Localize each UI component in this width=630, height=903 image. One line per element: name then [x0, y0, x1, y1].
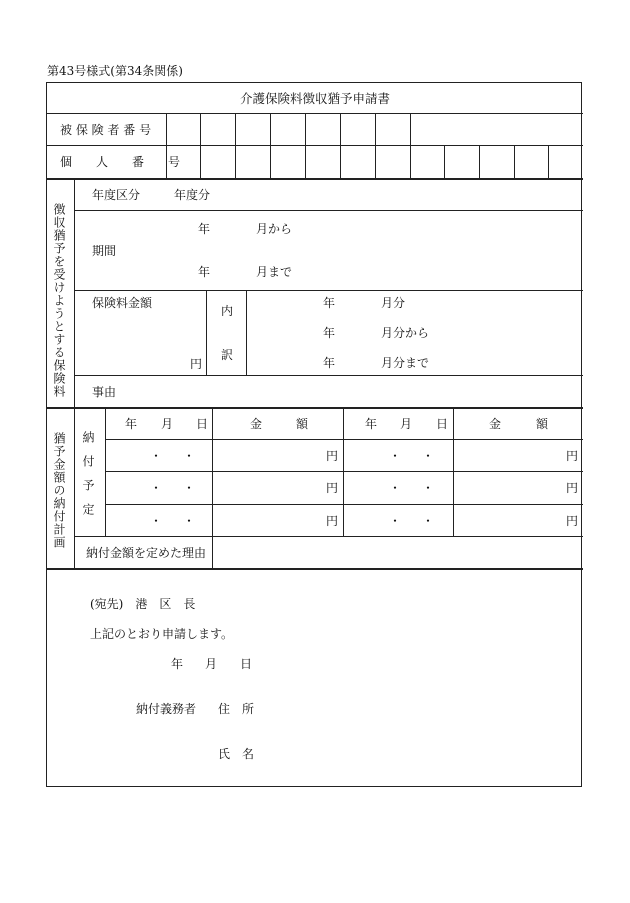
- plan-row-3-dot-c: ・: [389, 514, 402, 528]
- breakdown-row-1-year: 年: [323, 296, 336, 310]
- personal-number-label: 個 人 番 号: [60, 155, 181, 169]
- plan-row-2-dot-d: ・: [422, 481, 435, 495]
- header-day-left: 日: [196, 417, 209, 431]
- premium-amount-label: 保険料金額: [92, 296, 153, 310]
- breakdown-row-1-month: 月分: [381, 296, 406, 310]
- plan-row-1-dot-c: ・: [389, 449, 402, 463]
- fiscal-year-suffix: 年度分: [174, 188, 211, 202]
- form-number: 第43号様式(第34条関係): [47, 64, 183, 78]
- period-label: 期間: [92, 244, 117, 258]
- name-label: 氏 名: [218, 747, 255, 761]
- fiscal-year-label: 年度区分: [92, 188, 141, 202]
- header-month-right: 月: [400, 417, 413, 431]
- obligor-label: 納付義務者: [136, 702, 197, 716]
- header-year-right: 年: [365, 417, 378, 431]
- plan-row-3-dot-d: ・: [422, 514, 435, 528]
- footer-date-day: 日: [240, 657, 253, 671]
- header-amount-b-left: 額: [296, 417, 309, 431]
- payment-reason-label: 納付金額を定めた理由: [86, 546, 207, 560]
- plan-row-2-dot-c: ・: [389, 481, 402, 495]
- plan-row-2-dot-a: ・: [150, 481, 163, 495]
- plan-row-2-yen-left: 円: [326, 481, 339, 495]
- header-amount-a-right: 金: [489, 417, 502, 431]
- plan-row-1-dot-a: ・: [150, 449, 163, 463]
- insured-number-label: 被 保 険 者 番 号: [60, 123, 152, 137]
- personal-number-input[interactable]: [167, 146, 582, 178]
- footer-date-year: 年: [171, 657, 184, 671]
- section-premium-label: 徴収猶予を受けようとする保険料: [52, 203, 66, 398]
- payment-schedule-label: 納付予定: [81, 431, 95, 527]
- period-to-month: 月まで: [256, 265, 293, 279]
- header-month-left: 月: [161, 417, 174, 431]
- breakdown-row-2-month: 月分から: [381, 326, 430, 340]
- plan-row-1-yen-right: 円: [566, 449, 579, 463]
- premium-yen: 円: [190, 357, 203, 371]
- plan-row-3-yen-right: 円: [566, 514, 579, 528]
- address-label: 住 所: [218, 702, 255, 716]
- header-day-right: 日: [436, 417, 449, 431]
- application-statement: 上記のとおり申請します。: [90, 627, 234, 641]
- header-year-left: 年: [125, 417, 138, 431]
- breakdown-row-3-year: 年: [323, 356, 336, 370]
- plan-row-1-dot-b: ・: [183, 449, 196, 463]
- breakdown-row-2-year: 年: [323, 326, 336, 340]
- header-amount-b-right: 額: [536, 417, 549, 431]
- plan-row-1-yen-left: 円: [326, 449, 339, 463]
- insured-number-input[interactable]: [167, 114, 410, 145]
- section-payment-plan-label: 猶予金額の納付計画: [52, 432, 66, 549]
- reason-label: 事由: [92, 385, 117, 399]
- period-from-month: 月から: [256, 222, 293, 236]
- breakdown-char-2: 訳: [221, 348, 234, 362]
- plan-row-3-dot-b: ・: [183, 514, 196, 528]
- period-from-year: 年: [198, 222, 211, 236]
- plan-row-2-yen-right: 円: [566, 481, 579, 495]
- addressee: (宛先) 港 区 長: [90, 597, 196, 611]
- footer-date-month: 月: [205, 657, 218, 671]
- breakdown-char-1: 内: [221, 304, 234, 318]
- form-title: 介護保険料徴収猶予申請書: [239, 91, 390, 106]
- plan-row-3-dot-a: ・: [150, 514, 163, 528]
- plan-row-1-dot-d: ・: [422, 449, 435, 463]
- breakdown-row-3-month: 月分まで: [381, 356, 430, 370]
- period-to-year: 年: [198, 265, 211, 279]
- plan-row-3-yen-left: 円: [326, 514, 339, 528]
- plan-row-2-dot-b: ・: [183, 481, 196, 495]
- header-amount-a-left: 金: [250, 417, 263, 431]
